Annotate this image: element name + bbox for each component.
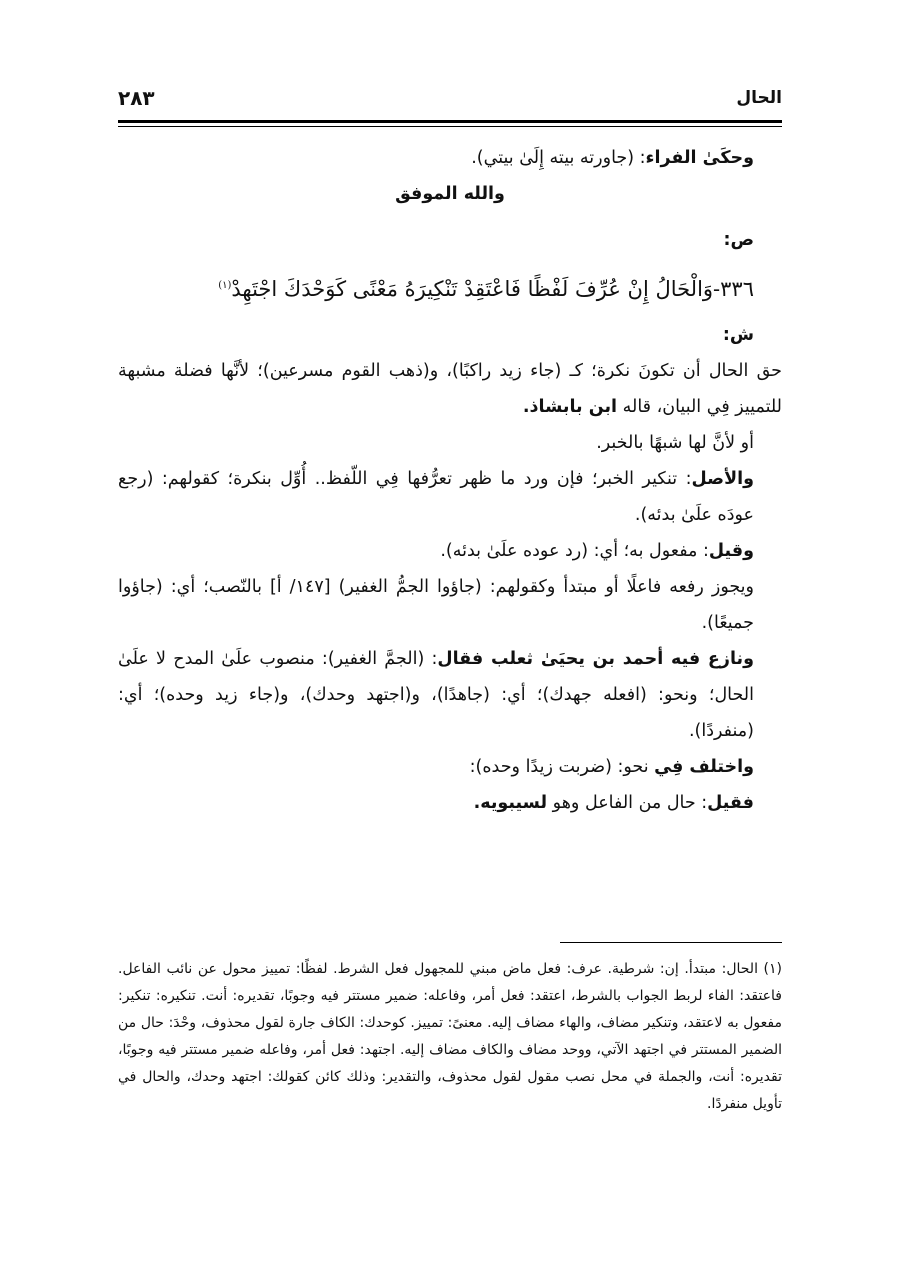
verse-text: وَالْحَالُ إِنْ عُرِّفَ لَفْظًا فَاعْتَقِدْ تَنْكِيرَهُ مَعْنًى كَوَحْدَكَ اجْتَهِدْ	[231, 277, 714, 301]
footnote-1: (١) الحال: مبتدأ. إن: شرطية. عرف: فعل ماض مبني للمجهول فعل الشرط. لفظًا: تمييز محول عن نائب الفاعل. فاعتقد: الفاء لربط الجواب بالشرط، اعتقد: فعل أمر، وفاعله: ضمير مستتر فيه وجوبًا، تقديره: أنت. تنكيره: تنكير: مفعول به لاعتقد، وتنكير مضاف، والهاء مضاف إليه. معنىً: تمييز. كوحدك: الكاف جارة لقول محذوف، وحْدَ: حال من الضمير المستتر في اجتهد الآتي، ووحد مضاف والكاف مضاف إليه. اجتهد: فعل أمر، وفاعله ضمير مستتر فيه وجوبًا، تقديره: أنت، والجملة في محل نصب مقول لقول محذوف، والتقدير: وذلك كائن كقولك: اجتهد وحدك، والحال في تأويل منفردًا.	[118, 961, 782, 1112]
paragraph-7-rest: : (الجمَّ الغفير): منصوب علَىٰ المدح لا علَىٰ الحال؛ ونحو: (افعله جهدك)؛ أي: (جاهدًا)، و(اجتهد وحدك)، و(جاء زيد وحده)؛ أي: (منفردًا).	[118, 649, 754, 741]
paragraph-8	[118, 749, 782, 785]
page-header	[118, 86, 782, 120]
paragraph-5-lead: وقيل	[708, 541, 754, 561]
header-rule-thick	[118, 120, 782, 123]
paragraph-8-rest: نحو: (ضربت زيدًا وحده):	[469, 757, 655, 777]
paragraph-2	[118, 353, 782, 425]
paragraph-4-lead: والأصل	[691, 469, 754, 489]
footnotes	[118, 956, 782, 1118]
paragraph-6: ويجوز رفعه فاعلًا أو مبتدأ وكقولهم: (جاؤوا الجمُّ الغفير) [١٤٧/ أ] بالنّصب؛ أي: (جاؤوا جميعًا).	[118, 577, 754, 633]
paragraph-8-lead: واختلف فِي	[654, 757, 754, 777]
paragraph-1-lead: وحكَىٰ الفراء	[645, 148, 754, 168]
page-number: ٢٨٣	[118, 86, 155, 110]
paragraph-9	[118, 785, 782, 821]
paragraph-4	[118, 461, 782, 533]
footnote-rule	[560, 942, 782, 943]
closing-phrase: والله الموفق	[395, 184, 505, 204]
paragraph-9-mid: : حال من الفاعل وهو	[552, 793, 708, 813]
paragraph-1-rest: : (جاورته بيته إِلَىٰ بيتي).	[471, 148, 646, 168]
paragraph-5-rest: : مفعول به؛ أي: (رد عوده علَىٰ بدئه).	[440, 541, 709, 561]
running-title: الحال	[736, 88, 782, 108]
verse-line	[118, 258, 782, 317]
verse-number: ٣٣٦-	[713, 277, 754, 301]
sad-marker: ص:	[723, 230, 754, 250]
paragraph-5	[118, 533, 782, 569]
verse-footnote-ref: (١)	[218, 280, 232, 291]
paragraph-7	[118, 641, 782, 749]
paragraph-9-lead: فقيل	[707, 793, 754, 813]
paragraph-7-lead: ونازع فيه أحمد بن يحيَىٰ ثعلب فقال	[437, 649, 754, 669]
header-rule-thin	[118, 126, 782, 127]
paragraph-2-author: ابن بابشاذ.	[522, 397, 618, 417]
paragraph-2-text: حق الحال أن تكونَ نكرة؛ كـ (جاء زيد راكبًا)، و(ذهب القوم مسرعين)؛ لأنَّها فضلة مشبهة للتمييز فِي البيان، قاله	[118, 361, 782, 417]
main-text	[118, 140, 782, 821]
paragraph-1	[118, 140, 782, 176]
paragraph-3: أو لأنَّ لها شبهًا بالخبر.	[596, 433, 754, 453]
shin-marker: ش:	[722, 325, 754, 345]
paragraph-9-author: لسيبويه.	[473, 793, 548, 813]
paragraph-4-rest: : تنكير الخبر؛ فإن ورد ما ظهر تعرُّفها فِي اللّفظ.. أُوِّل بنكرة؛ كقولهم: (رجع عودَه علَىٰ بدئه).	[118, 469, 754, 525]
